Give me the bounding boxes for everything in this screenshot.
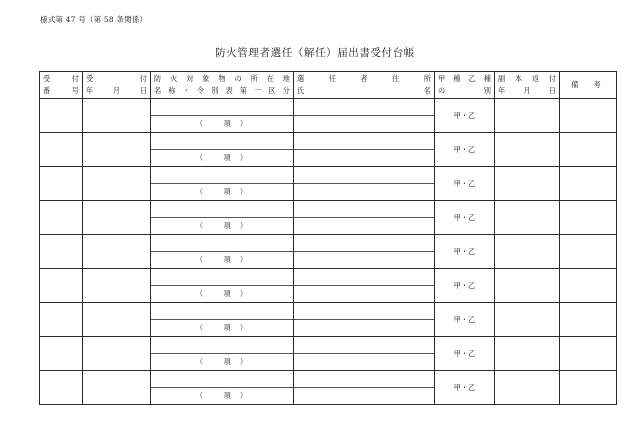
item-label: （ 項 ） [195, 119, 249, 128]
cell-receipt-date[interactable] [83, 167, 151, 201]
header-char: 氏 [297, 86, 305, 95]
appointee-address-field[interactable] [294, 371, 434, 388]
header-char: 令 [196, 86, 205, 95]
cell-receipt-date[interactable] [83, 235, 151, 269]
appointee-address-field[interactable] [294, 133, 434, 150]
header-kind [435, 72, 495, 99]
header-char: 号 [71, 86, 79, 95]
cell-remarks[interactable] [560, 303, 617, 337]
cell-copy-return-date[interactable] [495, 235, 560, 269]
appointee-address-field[interactable] [294, 337, 434, 354]
property-item-field[interactable] [151, 388, 293, 404]
header-char: 種 [483, 74, 491, 83]
form-number: 様式第 47 号（第 58 条関係） [40, 15, 148, 24]
table-row [40, 371, 617, 405]
property-item-field[interactable] [151, 218, 293, 234]
cell-receipt-date[interactable] [83, 269, 151, 303]
header-char: の [438, 86, 446, 95]
item-label: （ 項 ） [195, 357, 249, 366]
cell-copy-return-date[interactable] [495, 201, 560, 235]
cell-appointee [294, 269, 435, 303]
header-line [40, 85, 82, 97]
cell-property [151, 167, 294, 201]
header-char: 対 [186, 74, 194, 83]
cell-appointee [294, 303, 435, 337]
property-location-field[interactable] [151, 235, 293, 252]
header-char: 区 [268, 86, 276, 95]
property-item-field[interactable] [151, 252, 293, 268]
cell-appointee [294, 133, 435, 167]
table-row [40, 167, 617, 201]
header-row [40, 72, 617, 99]
appointee-address-field[interactable] [294, 235, 434, 252]
cell-property [151, 201, 294, 235]
header-char: 別 [211, 86, 219, 95]
header-char: 本 [514, 74, 523, 83]
appointee-name-field[interactable] [294, 150, 434, 166]
header-char: 年 [498, 86, 506, 95]
cell-property [151, 269, 294, 303]
ledger-body [40, 99, 617, 405]
cell-property [151, 235, 294, 269]
appointee-address-field[interactable] [294, 269, 434, 286]
header-char: 名 [423, 86, 431, 95]
kind-label: 甲・乙 [453, 314, 476, 324]
header-char: 物 [218, 74, 226, 83]
header-char: 日 [139, 86, 147, 95]
cell-receipt-date[interactable] [83, 201, 151, 235]
property-location-field[interactable] [151, 337, 293, 354]
property-item-field[interactable] [151, 320, 293, 336]
header-char: 一 [254, 86, 262, 95]
cell-kind[interactable] [435, 167, 495, 201]
cell-property [151, 133, 294, 167]
kind-label: 甲・乙 [453, 110, 476, 120]
header-line [151, 73, 293, 85]
cell-receipt-date[interactable] [83, 337, 151, 371]
kind-label: 甲・乙 [453, 382, 476, 392]
header-line [294, 73, 434, 85]
property-item-field[interactable] [151, 354, 293, 370]
item-label: （ 項 ） [195, 255, 249, 264]
appointee-address-field[interactable] [294, 201, 434, 218]
header-line [435, 85, 494, 97]
property-location-field[interactable] [151, 303, 293, 320]
cell-kind[interactable] [435, 99, 495, 133]
header-char: 分 [282, 86, 290, 95]
cell-receipt-date[interactable] [83, 303, 151, 337]
header-line [151, 85, 293, 97]
item-label: （ 項 ） [195, 289, 249, 298]
header-char: 象 [202, 74, 210, 83]
header-char: 在 [266, 74, 274, 83]
appointee-name-field[interactable] [294, 116, 434, 132]
header-char: 所 [250, 74, 258, 83]
kind-label: 甲・乙 [453, 348, 476, 358]
item-label: （ 項 ） [195, 153, 249, 162]
appointee-name-field[interactable] [294, 286, 434, 302]
header-char: 日 [548, 86, 556, 95]
header-char: 所 [423, 74, 431, 83]
header-receipt-date [83, 72, 151, 99]
header-char: 付 [548, 74, 556, 83]
cell-property [151, 303, 294, 337]
property-location-field[interactable] [151, 201, 293, 218]
cell-kind[interactable] [435, 133, 495, 167]
cell-copy-return-date[interactable] [495, 337, 560, 371]
cell-kind[interactable] [435, 235, 495, 269]
cell-receipt-number[interactable] [40, 99, 83, 133]
cell-kind[interactable] [435, 337, 495, 371]
appointee-address-field[interactable] [294, 303, 434, 320]
cell-receipt-number[interactable] [40, 133, 83, 167]
cell-property [151, 371, 294, 405]
header-copy-return-date [495, 72, 560, 99]
cell-appointee [294, 99, 435, 133]
header-char: 乙 [468, 74, 476, 83]
header-line [435, 73, 494, 85]
cell-appointee [294, 167, 435, 201]
header-char: 表 [225, 86, 233, 95]
appointee-name-field[interactable] [294, 218, 434, 234]
cell-copy-return-date[interactable] [495, 371, 560, 405]
cell-copy-return-date[interactable] [495, 133, 560, 167]
header-char: 返 [531, 74, 540, 83]
header-remarks: 備 考 [560, 72, 617, 99]
appointee-address-field[interactable] [294, 167, 434, 184]
appointee-name-field[interactable] [294, 354, 434, 370]
header-char: 防 [154, 74, 162, 83]
table-row [40, 201, 617, 235]
cell-remarks[interactable] [560, 99, 617, 133]
cell-remarks[interactable] [560, 269, 617, 303]
cell-remarks[interactable] [560, 201, 617, 235]
kind-label: 甲・乙 [453, 246, 476, 256]
table-row [40, 235, 617, 269]
cell-receipt-date[interactable] [83, 99, 151, 133]
header-line [83, 73, 150, 85]
header-char: 付 [71, 74, 79, 83]
table-row [40, 337, 617, 371]
header-char: 地 [282, 74, 290, 83]
cell-receipt-date[interactable] [83, 371, 151, 405]
ledger-table [39, 71, 617, 405]
header-char: 名 [154, 86, 162, 95]
header-char: 選 [297, 74, 305, 83]
appointee-address-field[interactable] [294, 99, 434, 116]
cell-receipt-number[interactable] [40, 167, 83, 201]
header-char: ・ [182, 86, 190, 95]
header-char: 副 [498, 74, 506, 83]
kind-label: 甲・乙 [453, 280, 476, 290]
property-item-field[interactable] [151, 150, 293, 166]
kind-label: 甲・乙 [453, 178, 476, 188]
header-char: 火 [170, 74, 178, 83]
header-char: 月 [112, 86, 121, 95]
cell-remarks[interactable] [560, 337, 617, 371]
appointee-name-field[interactable] [294, 320, 434, 336]
table-row [40, 303, 617, 337]
header-line [40, 73, 82, 85]
item-label: （ 項 ） [195, 323, 249, 332]
cell-kind[interactable] [435, 269, 495, 303]
header-char: の [234, 74, 242, 83]
cell-receipt-number[interactable] [40, 201, 83, 235]
header-char: 受 [43, 74, 51, 83]
header-char: 住 [392, 74, 400, 83]
kind-label: 甲・乙 [453, 212, 476, 222]
cell-appointee [294, 337, 435, 371]
cell-kind[interactable] [435, 201, 495, 235]
cell-receipt-number[interactable] [40, 235, 83, 269]
property-location-field[interactable] [151, 99, 293, 116]
header-char: 称 [168, 86, 176, 95]
header-line [495, 73, 559, 85]
header-appointee [294, 72, 435, 99]
cell-remarks[interactable] [560, 371, 617, 405]
cell-property [151, 337, 294, 371]
cell-appointee [294, 235, 435, 269]
header-char: 年 [86, 86, 94, 95]
header-char: 付 [139, 74, 147, 83]
header-char: 任 [328, 74, 336, 83]
property-item-field[interactable] [151, 116, 293, 132]
header-char: 別 [483, 86, 491, 95]
property-location-field[interactable] [151, 269, 293, 286]
header-char: 受 [86, 74, 94, 83]
cell-receipt-number[interactable] [40, 371, 83, 405]
table-row [40, 269, 617, 303]
cell-appointee [294, 201, 435, 235]
header-char: 月 [523, 86, 531, 95]
property-location-field[interactable] [151, 133, 293, 150]
cell-copy-return-date[interactable] [495, 303, 560, 337]
header-char: 者 [360, 74, 368, 83]
cell-receipt-number[interactable] [40, 337, 83, 371]
cell-copy-return-date[interactable] [495, 167, 560, 201]
item-label: （ 項 ） [195, 187, 249, 196]
property-item-field[interactable] [151, 184, 293, 200]
property-location-field[interactable] [151, 371, 293, 388]
page-title: 防火管理者選任（解任）届出書受付台帳 [215, 47, 415, 59]
cell-kind[interactable] [435, 303, 495, 337]
header-char: 番 [43, 86, 51, 95]
cell-remarks[interactable] [560, 133, 617, 167]
item-label: （ 項 ） [195, 391, 249, 400]
cell-copy-return-date[interactable] [495, 99, 560, 133]
cell-receipt-number[interactable] [40, 269, 83, 303]
header-char: 種 [453, 74, 461, 83]
kind-label: 甲・乙 [453, 144, 476, 154]
appointee-name-field[interactable] [294, 184, 434, 200]
appointee-name-field[interactable] [294, 252, 434, 268]
cell-property [151, 99, 294, 133]
cell-receipt-number[interactable] [40, 303, 83, 337]
property-location-field[interactable] [151, 167, 293, 184]
header-line [294, 85, 434, 97]
header-char: 甲 [438, 74, 446, 83]
item-label: （ 項 ） [195, 221, 249, 230]
header-receipt-number [40, 72, 83, 99]
cell-receipt-date[interactable] [83, 133, 151, 167]
property-item-field[interactable] [151, 286, 293, 302]
cell-remarks[interactable] [560, 235, 617, 269]
appointee-name-field[interactable] [294, 388, 434, 404]
header-property [151, 72, 294, 99]
header-line [83, 85, 150, 97]
cell-appointee [294, 371, 435, 405]
cell-copy-return-date[interactable] [495, 269, 560, 303]
header-line [495, 85, 559, 97]
table-row [40, 133, 617, 167]
cell-kind[interactable] [435, 371, 495, 405]
cell-remarks[interactable] [560, 167, 617, 201]
table-row [40, 99, 617, 133]
header-char: 第 [239, 86, 247, 95]
